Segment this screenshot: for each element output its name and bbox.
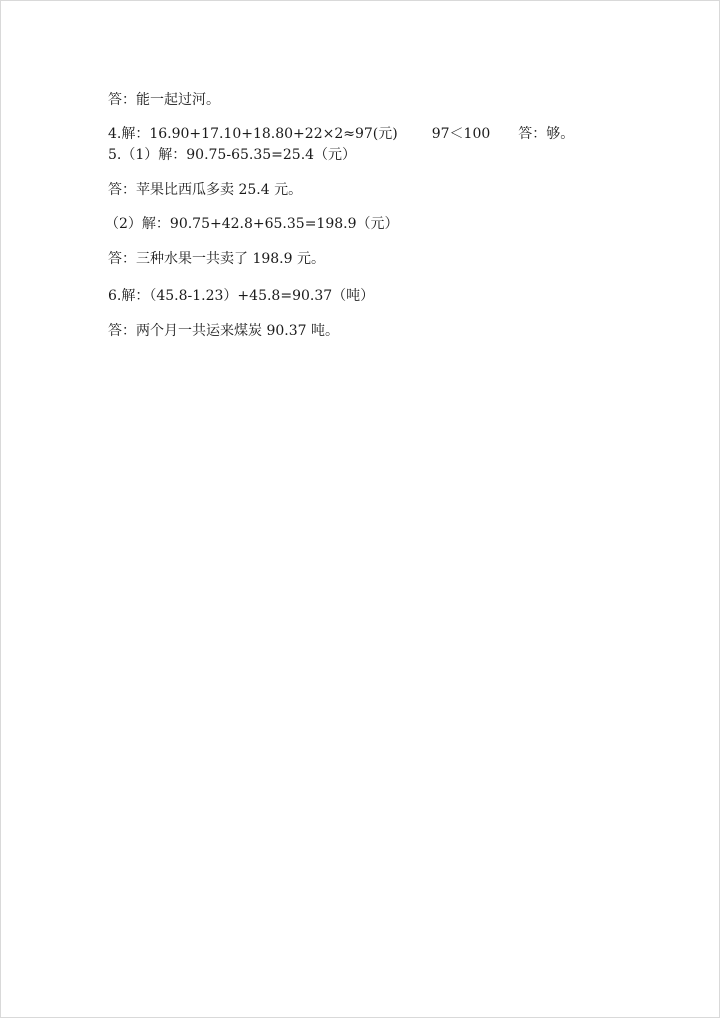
answer-5-part-2: 答：三种水果一共卖了 198.9 元。 (108, 251, 325, 267)
solution-5-part-2: （2）解：90.75+42.8+65.35=198.9（元） (105, 216, 399, 232)
answer-5-part-1: 答：苹果比西瓜多卖 25.4 元。 (108, 182, 303, 198)
solution-4-comparison: 97＜100 (431, 126, 491, 142)
solution-5-part-1: 5.（1）解：90.75-65.35=25.4（元） (108, 147, 357, 163)
solution-4-equation: 4.解：16.90+17.10+18.80+22×2≈97(元) (108, 126, 398, 142)
answer-line-1: 答：能一起过河。 (108, 92, 220, 108)
solution-4-line (108, 125, 574, 143)
solution-6: 6.解：（45.8-1.23）+45.8=90.37（吨） (108, 288, 375, 304)
answer-6: 答：两个月一共运来煤炭 90.37 吨。 (108, 323, 339, 339)
solution-4-answer: 答：够。 (518, 126, 575, 142)
